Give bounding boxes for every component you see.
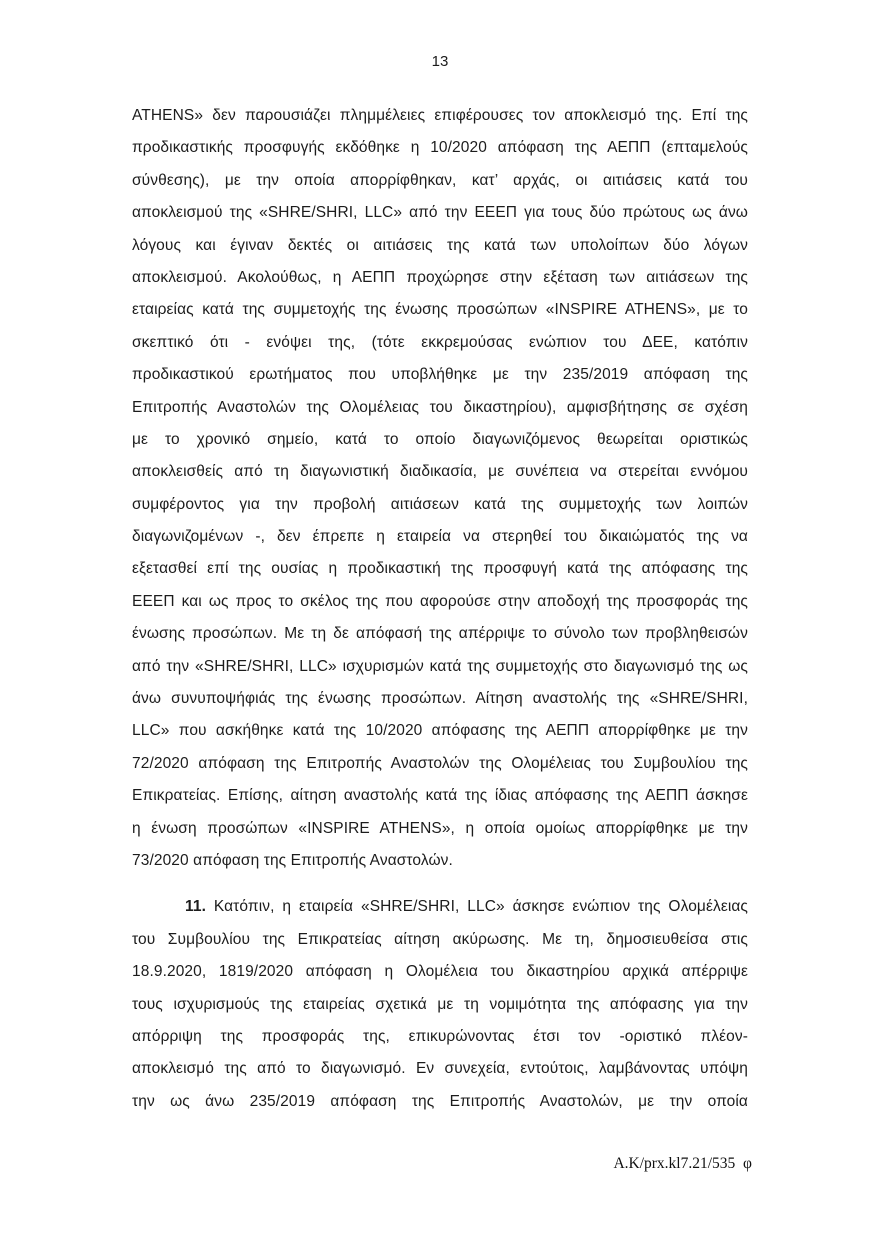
text-line: η ένωση προσώπων «INSPIRE ATHENS», η οποία ομοίως απορρίφθηκε με την [132,819,748,837]
text-line: προδικαστικού ερωτήματος που υποβλήθηκε με την 235/2019 απόφαση της [132,366,748,384]
text-line: άνω συνυποψήφιάς της ένωσης προσώπων. Αίτηση αναστολής της «SHRE/SHRI, [132,690,748,708]
text-line: σκεπτικό ότι - ενόψει της, (τότε εκκρεμούσας ενώπιον του ΔΕΕ, κατόπιν [132,333,748,351]
text-line: αποκλεισμό της από το διαγωνισμό. Εν συνεχεία, εντούτοις, λαμβάνοντας υπόψη [132,1060,748,1078]
text-line: εταιρείας κατά της συμμετοχής της ένωσης προσώπων «INSPIRE ATHENS», με το [132,301,748,319]
text-line: με το χρονικό σημείο, κατά το οποίο διαγωνιζόμενος θεωρείται οριστικώς [132,430,748,448]
text-line: του Συμβουλίου της Επικρατείας αίτηση ακύρωσης. Με τη, δημοσιευθείσα στις [132,930,748,948]
text-line: ένωσης προσώπων. Με τη δε απόφασή της απέρριψε το σύνολο των προβληθεισών [132,625,748,643]
text-line: LLC» που ασκήθηκε κατά της 10/2020 απόφασης της ΑΕΠΠ απορρίφθηκε με την [132,722,748,740]
text-line: ATHENS» δεν παρουσιάζει πλημμέλειες επιφέρουσες τον αποκλεισμό της. Επί της [132,107,748,124]
text-line: αποκλεισμού της «SHRE/SHRI, LLC» από την ΕΕΕΠ για τους δύο πρώτους ως άνω [132,204,748,222]
paragraph [132,100,748,877]
text-line: 18.9.2020, 1819/2020 απόφαση η Ολομέλεια του δικαστηρίου αρχικά απέρριψε [132,963,748,981]
text-line: λόγους και έγιναν δεκτές οι αιτιάσεις της κατά των υπολοίπων δύο λόγων [132,236,748,254]
text-line: ΕΕΕΠ και ως προς το σκέλος της που αφορούσε στην αποδοχή της προσφοράς της [132,592,748,610]
text-line: αποκλεισμού. Ακολούθως, η ΑΕΠΠ προχώρησε στην εξέταση των αιτιάσεων της [132,268,748,286]
footer-reference: Α.Κ/prx.kl7.21/535 φ [613,1155,752,1172]
text-line: διαγωνιζομένων -, δεν έπρεπε η εταιρεία να στερηθεί του δικαιώματός της να [132,528,748,546]
text-line: τους ισχυρισμούς της εταιρείας σχετικά με τη νομιμότητα της απόφασης για την [132,995,748,1013]
text-line: Επικρατείας. Επίσης, αίτηση αναστολής κατά της ίδιας απόφασης της ΑΕΠΠ άσκησε [132,787,748,805]
text-line: αποκλεισθείς από τη διαγωνιστική διαδικασία, με συνέπεια να στερείται εννόμου [132,463,748,481]
document-body [132,100,748,1118]
text-line: προδικαστικής προσφυγής εκδόθηκε η 10/2020 απόφαση της ΑΕΠΠ (επταμελούς [132,139,748,157]
text-line: Επιτροπής Αναστολών της Ολομέλειας του δικαστηρίου), αμφισβήτησης σε σχέση [132,398,748,416]
text-line: 73/2020 απόφαση της Επιτροπής Αναστολών. [132,851,453,869]
paragraph-number: 11. [185,898,206,916]
text-line: συμφέροντος για την προβολή αιτιάσεων κατά της συμμετοχής των λοιπών [132,495,748,513]
text-line: 72/2020 απόφαση της Επιτροπής Αναστολών της Ολομέλειας του Συμβουλίου της [132,754,748,772]
text-line: από την «SHRE/SHRI, LLC» ισχυρισμών κατά της συμμετοχής στο διαγωνισμό της ως [132,657,748,675]
text-line: 11. Κατόπιν, η εταιρεία «SHRE/SHRI, LLC» άσκησε ενώπιον της Ολομέλειας [185,898,748,916]
page-number: 13 [431,53,449,70]
text-line: την ως άνω 235/2019 απόφαση της Επιτροπής Αναστολών, με την οποία [132,1092,748,1110]
text-line: απόρριψη της προσφοράς της, επικυρώνοντας έτσι τον -οριστικό πλέον- [132,1027,748,1045]
text-line: εξετασθεί επί της ουσίας η προδικαστική της προσφυγή κατά της απόφασης της [132,560,748,578]
text-line: σύνθεσης), με την οποία απορρίφθηκαν, κατ’ αρχάς, οι αιτιάσεις κατά του [132,171,748,189]
paragraph [132,891,748,1118]
